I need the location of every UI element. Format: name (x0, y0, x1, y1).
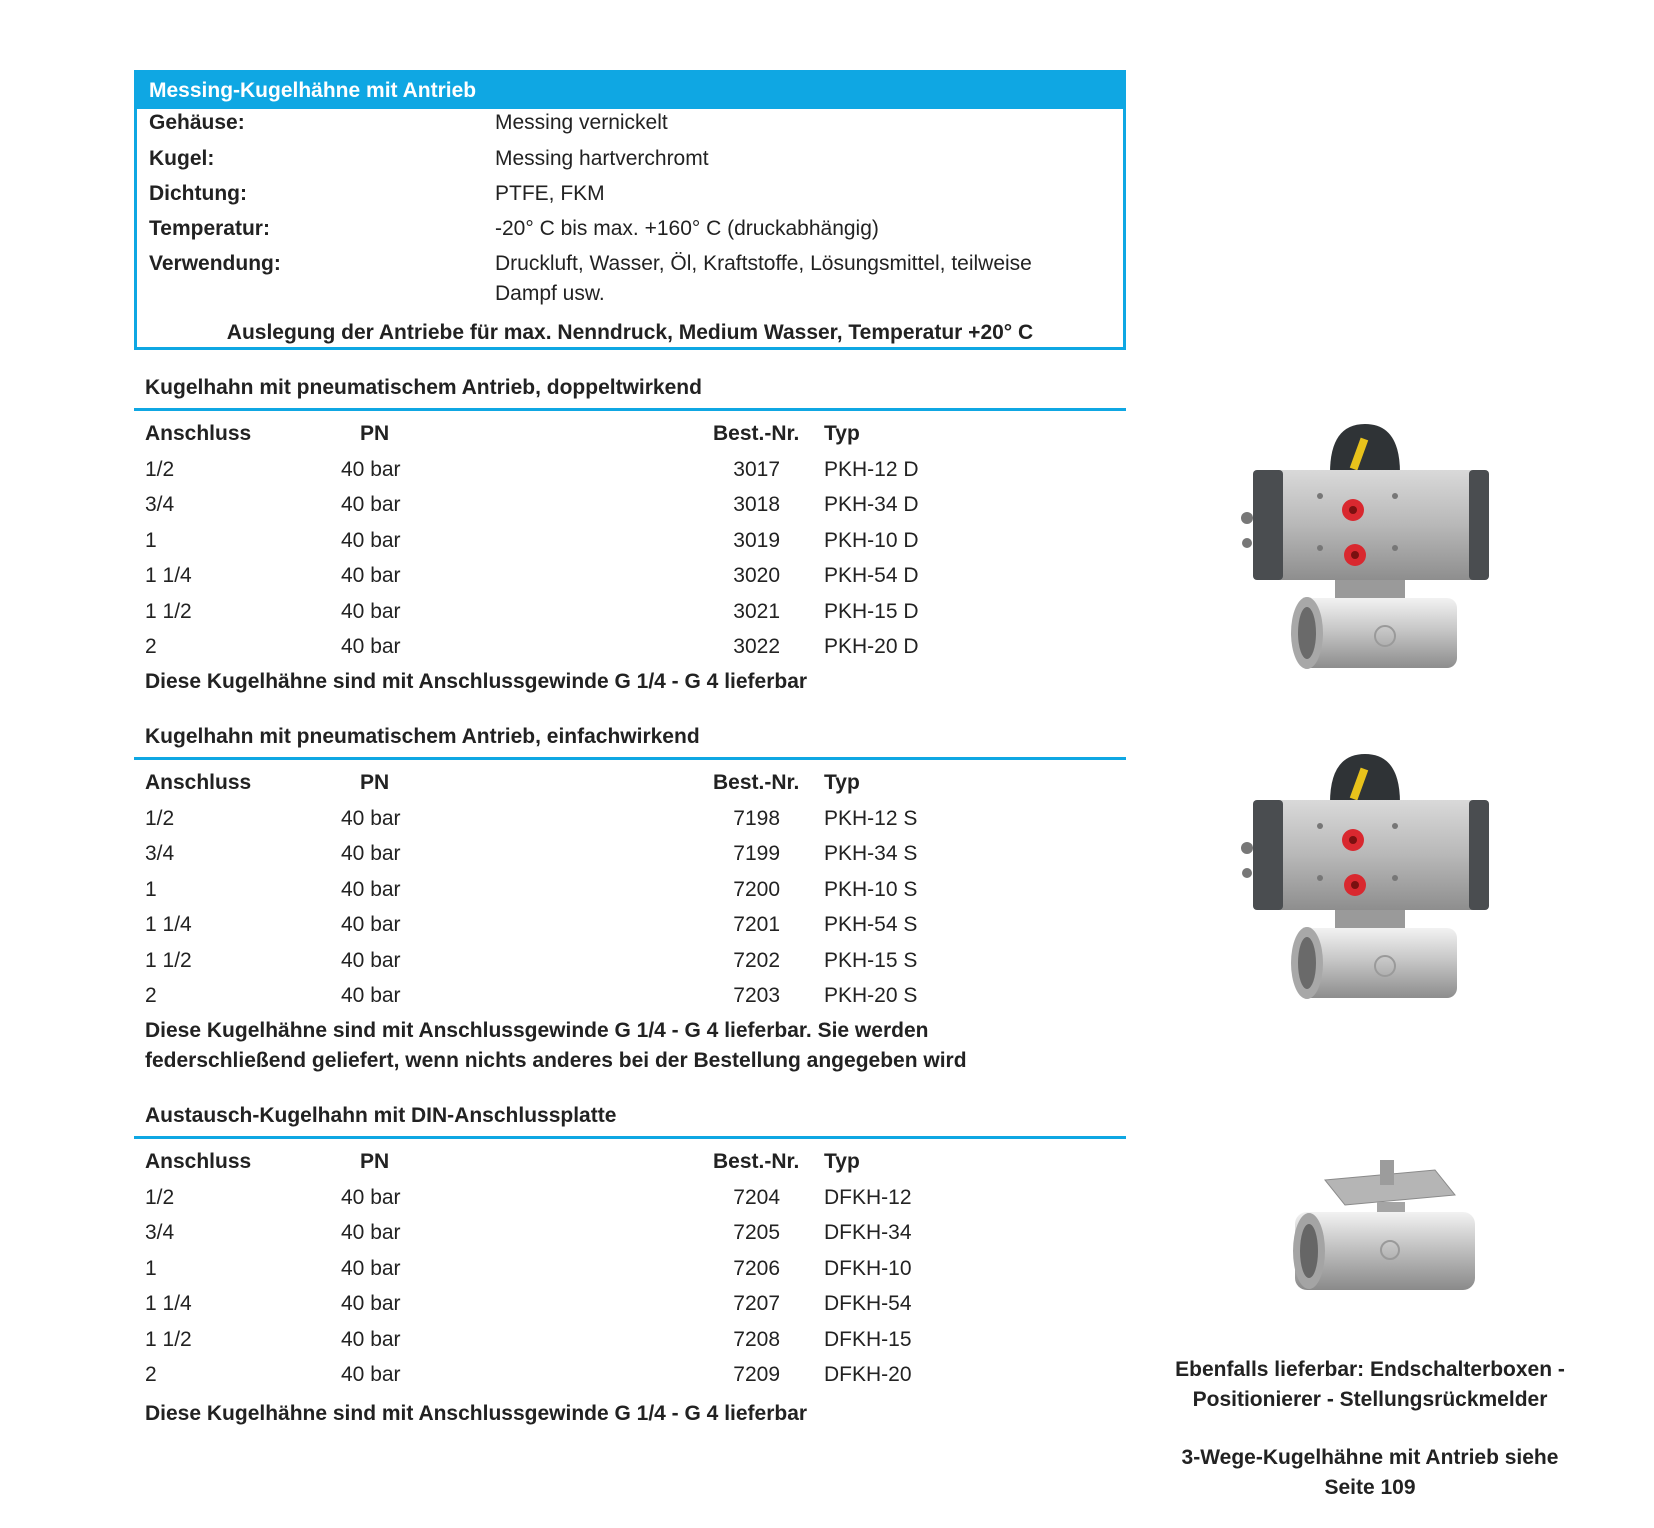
col-bestnr: Best.-Nr. (713, 422, 800, 445)
table-row-anschluss: 1 1/2 (145, 600, 192, 623)
section-einfachwirkend (134, 725, 1126, 1075)
col-pn: PN (360, 422, 390, 445)
table-row-typ: DFKH-20 (824, 1363, 912, 1386)
table-row-typ: PKH-10 S (824, 878, 918, 901)
spec-label-temperatur: Temperatur: (149, 217, 270, 240)
col-pn: PN (360, 1150, 390, 1173)
table-row-typ: PKH-10 D (824, 529, 919, 552)
table-row-anschluss: 1 1/4 (145, 913, 192, 936)
table-row-pn: 40 bar (341, 600, 401, 623)
table-row-pn: 40 bar (341, 913, 401, 936)
spec-box (134, 70, 1126, 350)
table-row-typ: PKH-34 S (824, 842, 918, 865)
table-row-anschluss: 2 (145, 1363, 157, 1386)
col-typ: Typ (824, 422, 860, 445)
table-row-typ: PKH-54 D (824, 564, 919, 587)
table-row-anschluss: 3/4 (145, 493, 175, 516)
table-row-bestnr: 7201 (733, 913, 780, 936)
table-row-pn: 40 bar (341, 458, 401, 481)
col-bestnr: Best.-Nr. (713, 771, 800, 794)
table-row-typ: PKH-34 D (824, 493, 919, 516)
valve-actuator-image-1 (1235, 418, 1515, 683)
table-row-bestnr: 3020 (733, 564, 780, 587)
section-footnote: Diese Kugelhähne sind mit Anschlussgewinde G 1/4 - G 4 lieferbar (145, 670, 808, 693)
table-row-bestnr: 3021 (733, 600, 780, 623)
table-row-pn: 40 bar (341, 1186, 401, 1209)
table-row-anschluss: 1/2 (145, 458, 175, 481)
table-row-pn: 40 bar (341, 635, 401, 658)
table-row-bestnr: 3019 (733, 529, 780, 552)
spec-label-gehaeuse: Gehäuse: (149, 111, 245, 134)
table-row-typ: DFKH-10 (824, 1257, 912, 1280)
table-row-pn: 40 bar (341, 842, 401, 865)
side-note-accessories: Ebenfalls lieferbar: Endschalterboxen - Positionierer - Stellungsrückmelder (1175, 1358, 1565, 1411)
table-row-typ: DFKH-34 (824, 1221, 912, 1244)
section-footnote: Diese Kugelhähne sind mit Anschlussgewinde G 1/4 - G 4 lieferbar. Sie werden federschließend geliefert, wenn nichts anderes bei der Bestellung angegeben wird (145, 1019, 967, 1072)
table-row-typ: DFKH-54 (824, 1292, 912, 1315)
table-row-anschluss: 1 (145, 1257, 157, 1280)
table-row-bestnr: 7200 (733, 878, 780, 901)
col-bestnr: Best.-Nr. (713, 1150, 800, 1173)
spec-value-temperatur: -20° C bis max. +160° C (druckabhängig) (495, 217, 879, 240)
table-row-anschluss: 1 (145, 878, 157, 901)
table-row-anschluss: 3/4 (145, 842, 175, 865)
table-row-bestnr: 7203 (733, 984, 780, 1007)
table-row-pn: 40 bar (341, 1363, 401, 1386)
section-din-anschlussplatte (134, 1104, 1126, 1434)
col-anschluss: Anschluss (145, 771, 252, 794)
table-row-pn: 40 bar (341, 1328, 401, 1351)
col-typ: Typ (824, 1150, 860, 1173)
table-row-anschluss: 1 1/2 (145, 949, 192, 972)
table-row-typ: PKH-20 S (824, 984, 918, 1007)
spec-value-gehaeuse: Messing vernickelt (495, 111, 668, 134)
spec-value-verwendung: Druckluft, Wasser, Öl, Kraftstoffe, Lösungsmittel, teilweise Dampf usw. (495, 252, 1032, 305)
valve-din-plate-image (1285, 1150, 1485, 1300)
table-row-pn: 40 bar (341, 949, 401, 972)
table-row-pn: 40 bar (341, 564, 401, 587)
section-footnote: Diese Kugelhähne sind mit Anschlussgewinde G 1/4 - G 4 lieferbar (145, 1402, 808, 1425)
table-row-pn: 40 bar (341, 984, 401, 1007)
spec-label-dichtung: Dichtung: (149, 182, 247, 205)
table-row-typ: DFKH-15 (824, 1328, 912, 1351)
table-row-typ: PKH-15 D (824, 600, 919, 623)
table-row-pn: 40 bar (341, 1292, 401, 1315)
table-row-bestnr: 7199 (733, 842, 780, 865)
spec-label-verwendung: Verwendung: (149, 252, 281, 275)
table-row-anschluss: 1 (145, 529, 157, 552)
table-row-pn: 40 bar (341, 529, 401, 552)
col-anschluss: Anschluss (145, 1150, 252, 1173)
section-divider (134, 408, 1126, 411)
valve-actuator-image-2 (1235, 748, 1515, 1013)
spec-title: Messing-Kugelhähne mit Antrieb (137, 73, 1123, 109)
table-row-bestnr: 7207 (733, 1292, 780, 1315)
table-row-bestnr: 7206 (733, 1257, 780, 1280)
table-row-anschluss: 2 (145, 635, 157, 658)
table-row-anschluss: 1/2 (145, 1186, 175, 1209)
table-row-bestnr: 7208 (733, 1328, 780, 1351)
spec-value-kugel: Messing hartverchromt (495, 147, 709, 170)
table-row-bestnr: 7209 (733, 1363, 780, 1386)
table-row-bestnr: 7198 (733, 807, 780, 830)
table-row-bestnr: 7204 (733, 1186, 780, 1209)
table-row-pn: 40 bar (341, 878, 401, 901)
table-row-pn: 40 bar (341, 807, 401, 830)
table-row-bestnr: 7202 (733, 949, 780, 972)
col-pn: PN (360, 771, 390, 794)
table-row-typ: PKH-54 S (824, 913, 918, 936)
table-row-pn: 40 bar (341, 1257, 401, 1280)
table-row-typ: PKH-12 S (824, 807, 918, 830)
table-row-typ: PKH-12 D (824, 458, 919, 481)
table-row-bestnr: 3017 (733, 458, 780, 481)
col-anschluss: Anschluss (145, 422, 252, 445)
spec-note: Auslegung der Antriebe für max. Nenndruck, Medium Wasser, Temperatur +20° C (226, 321, 1034, 344)
table-row-typ: DFKH-12 (824, 1186, 912, 1209)
table-row-anschluss: 2 (145, 984, 157, 1007)
side-note-3way-reference: 3-Wege-Kugelhähne mit Antrieb siehe Seite 109 (1181, 1446, 1559, 1499)
table-row-bestnr: 3018 (733, 493, 780, 516)
col-typ: Typ (824, 771, 860, 794)
table-row-bestnr: 3022 (733, 635, 780, 658)
table-row-pn: 40 bar (341, 1221, 401, 1244)
section-title: Kugelhahn mit pneumatischem Antrieb, doppeltwirkend (145, 376, 702, 399)
spec-label-kugel: Kugel: (149, 147, 215, 170)
table-row-bestnr: 7205 (733, 1221, 780, 1244)
table-row-typ: PKH-15 S (824, 949, 918, 972)
table-row-anschluss: 1 1/4 (145, 1292, 192, 1315)
table-row-anschluss: 1 1/4 (145, 564, 192, 587)
table-row-anschluss: 1/2 (145, 807, 175, 830)
section-divider (134, 1136, 1126, 1139)
spec-value-dichtung: PTFE, FKM (495, 182, 605, 205)
table-row-typ: PKH-20 D (824, 635, 919, 658)
table-row-pn: 40 bar (341, 493, 401, 516)
table-row-anschluss: 1 1/2 (145, 1328, 192, 1351)
section-divider (134, 757, 1126, 760)
section-title: Kugelhahn mit pneumatischem Antrieb, einfachwirkend (145, 725, 700, 748)
section-title: Austausch-Kugelhahn mit DIN-Anschlussplatte (145, 1104, 617, 1127)
section-doppeltwirkend (134, 376, 1126, 696)
table-row-anschluss: 3/4 (145, 1221, 175, 1244)
